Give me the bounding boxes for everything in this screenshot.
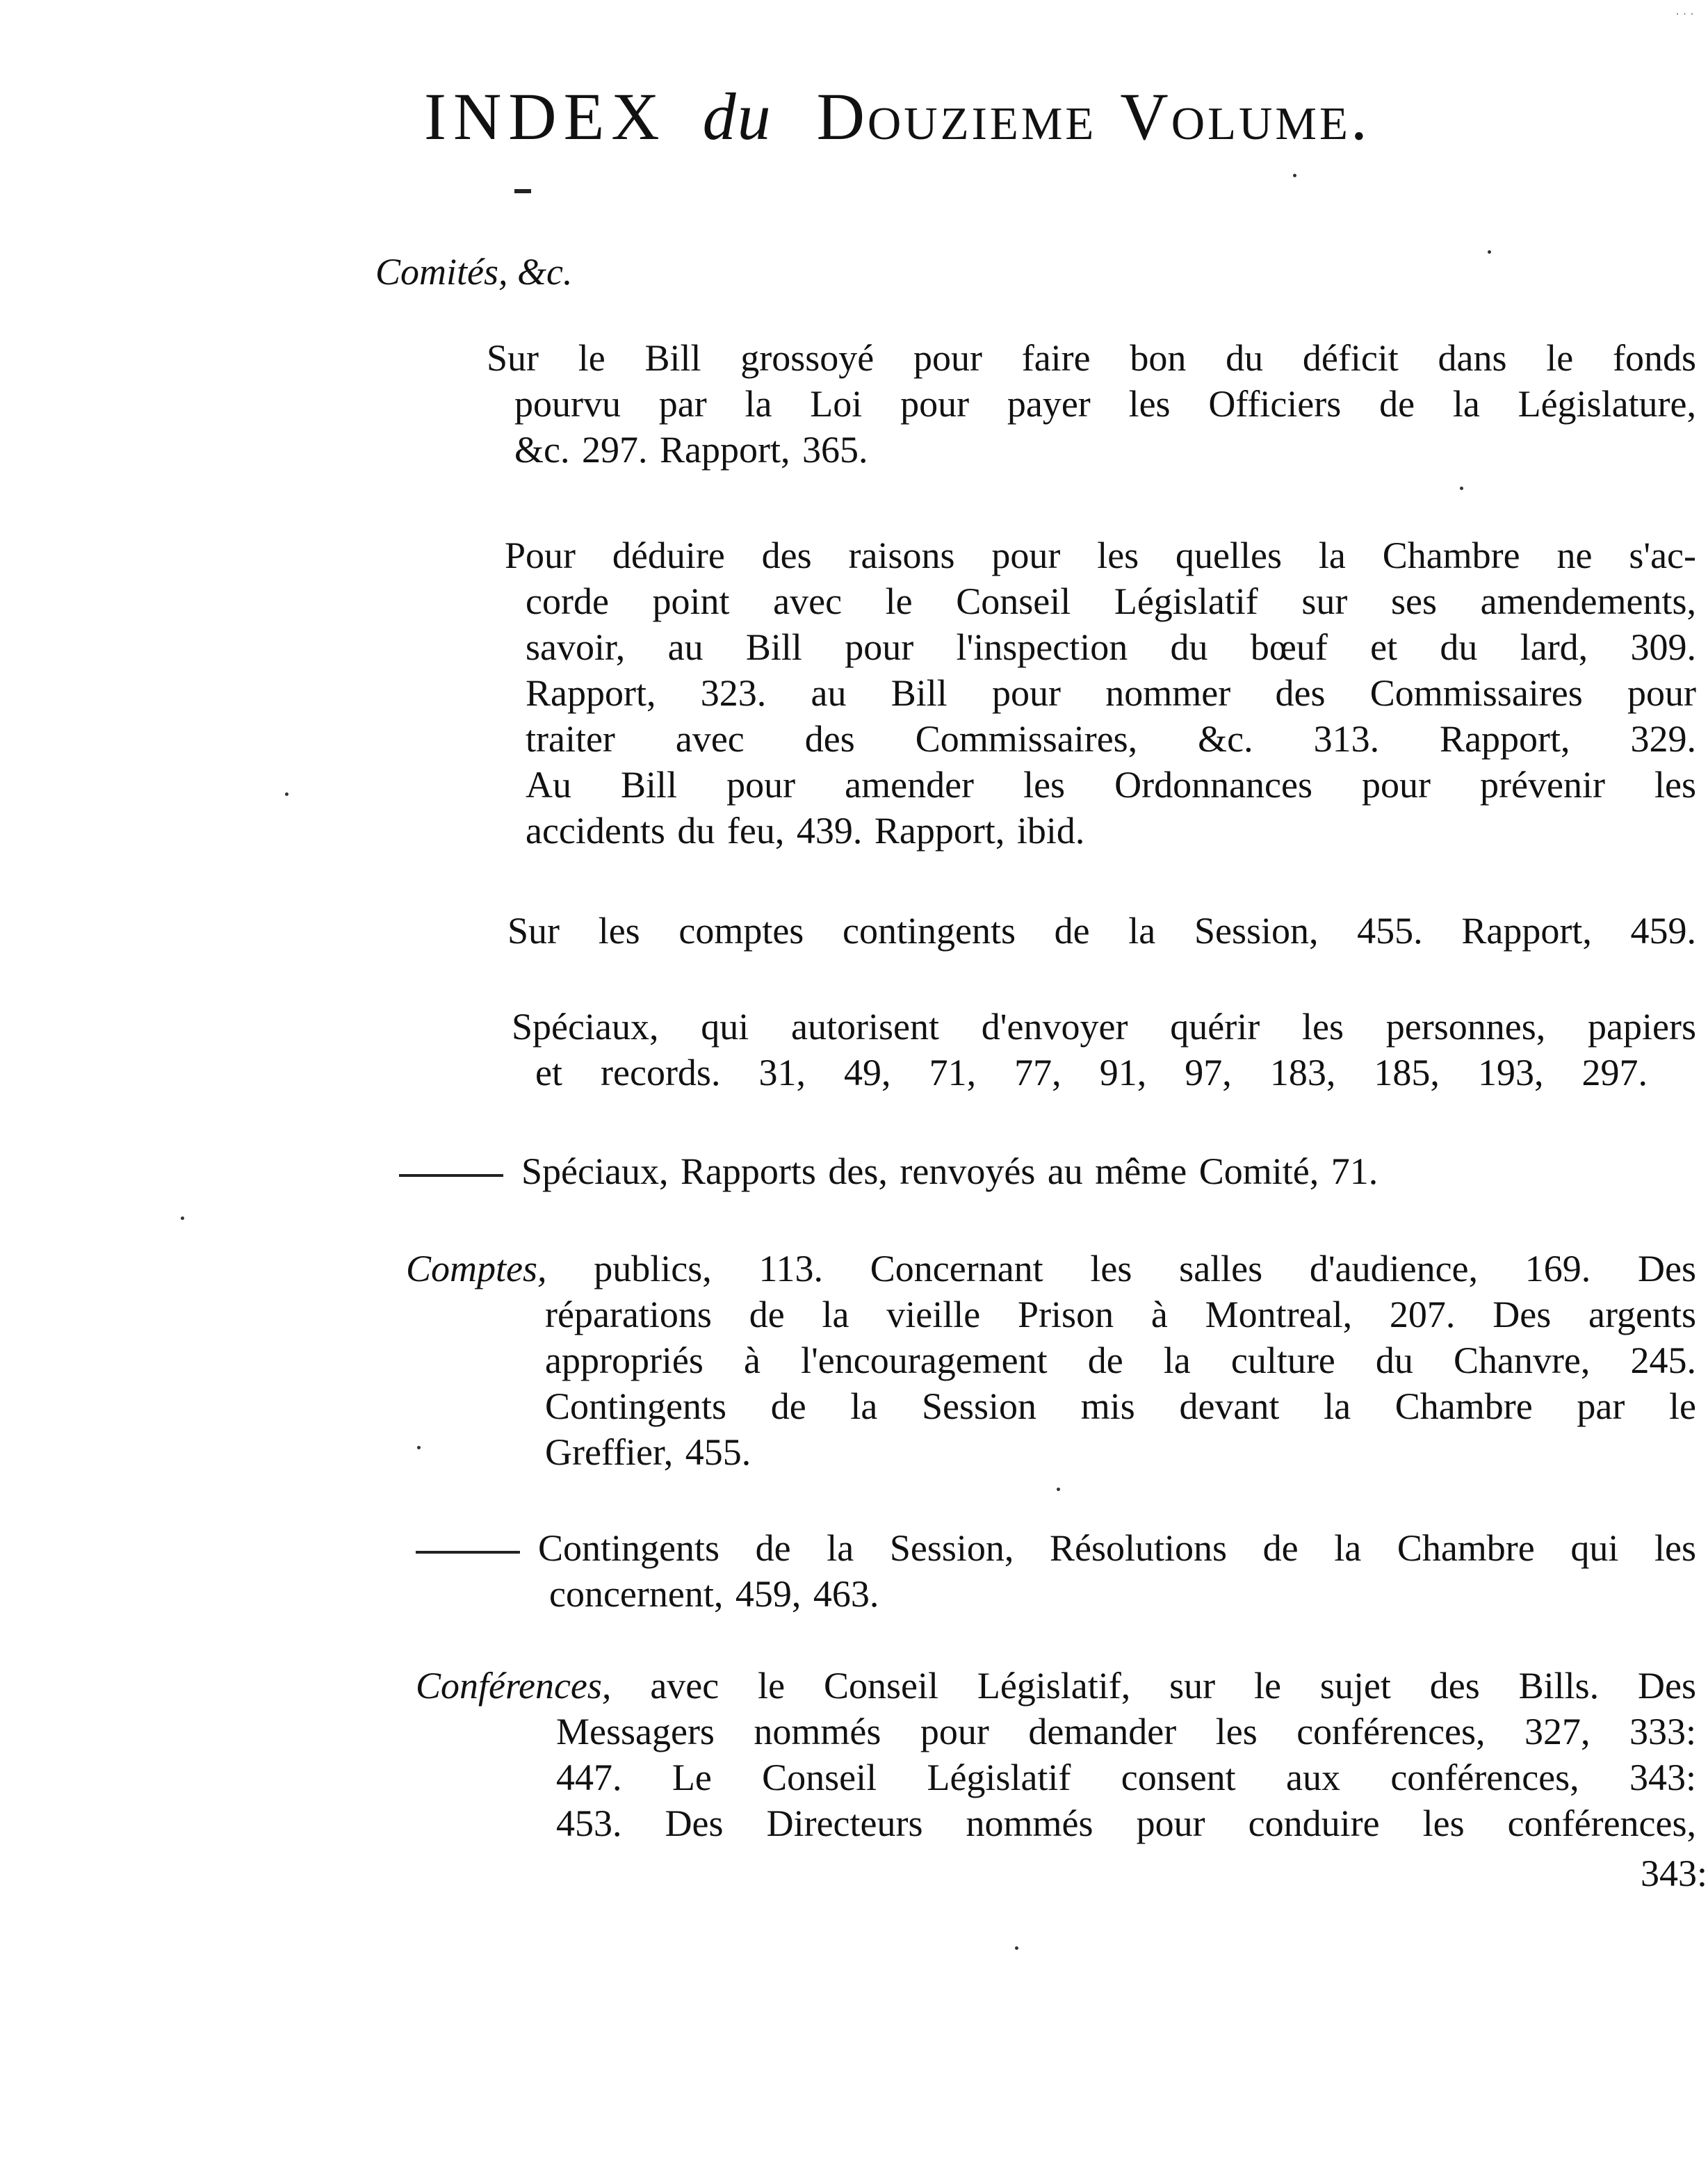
entry-comptes-contingents <box>507 908 1696 954</box>
line: 447. Le Conseil Législatif consent aux conférences, 343: <box>556 1757 1696 1798</box>
entry-contingents-session <box>416 1525 1696 1571</box>
entry-conferences-cont <box>556 1709 1696 1846</box>
line: Messagers nommés pour demander les conférences, 327, 333: <box>556 1711 1696 1752</box>
title-volume: Volume. <box>1120 79 1370 154</box>
line: traiter avec des Commissaires, &c. 313. Rapport, 329. <box>526 718 1696 760</box>
page-title <box>424 79 1675 154</box>
scan-speck <box>285 792 288 796</box>
line <box>406 1246 1696 1292</box>
line: pourvu par la Loi pour payer les Officiers de la Législature, <box>514 383 1696 425</box>
line-text: publics, 113. Concernant les salles d'audience, 169. Des <box>594 1248 1696 1289</box>
scan-speck <box>1460 487 1463 490</box>
line <box>416 1663 1696 1709</box>
entry-comptes-cont <box>545 1292 1696 1475</box>
entry-conferences <box>416 1663 1696 1709</box>
line: corde point avec le Conseil Législatif sur ses amendements, <box>526 580 1696 622</box>
entry-speciaux-cont <box>535 1050 1648 1096</box>
corner-specks: · · · <box>1675 7 1694 21</box>
entry-bill-grossoye <box>487 335 1696 381</box>
line: Spéciaux, qui autorisent d'envoyer quérir les personnes, papiers <box>512 1006 1696 1048</box>
entry-head: Conférences, <box>416 1665 612 1707</box>
scan-speck <box>1015 1946 1018 1950</box>
line: Contingents de la Session mis devant la Chambre par le <box>545 1385 1696 1427</box>
line: réparations de la vieille Prison à Montreal, 207. Des argents <box>545 1294 1696 1335</box>
line: Sur les comptes contingents de la Session, 455. Rapport, 459. <box>507 910 1696 952</box>
line: appropriés à l'encouragement de la culture du Chanvre, 245. <box>545 1340 1696 1381</box>
title-dash <box>514 189 531 193</box>
line-text: Contingents de la Session, Résolutions de la Chambre qui les <box>538 1527 1696 1569</box>
entry-head: Comptes, <box>406 1248 547 1289</box>
trailing-page-ref: 343: <box>1641 1853 1708 1894</box>
em-dash-rule <box>399 1174 503 1177</box>
line-text: avec le Conseil Législatif, sur le sujet des Bills. Des <box>650 1665 1696 1707</box>
line: Spéciaux, Rapports des, renvoyés au même Comité, 71. <box>521 1150 1378 1192</box>
line: savoir, au Bill pour l'inspection du bœuf et du lard, 309. <box>526 626 1696 668</box>
entry-speciaux <box>512 1004 1696 1050</box>
entry-speciaux-rapports <box>399 1148 1650 1194</box>
line: Au Bill pour amender les Ordonnances pour prévenir les <box>526 764 1696 806</box>
title-du: du <box>702 79 772 154</box>
line: Rapport, 323. au Bill pour nommer des Commissaires pour <box>526 672 1696 714</box>
title-index: INDEX <box>424 79 667 154</box>
entry-bill-grossoye-cont <box>514 381 1696 473</box>
scan-speck <box>417 1446 421 1449</box>
line: et records. 31, 49, 71, 77, 91, 97, 183, 185, 193, 297. <box>535 1052 1648 1093</box>
entry-contingents-session-cont <box>549 1571 1696 1617</box>
line: Pour déduire des raisons pour les quelles la Chambre ne s'ac- <box>505 535 1696 576</box>
line: Greffier, 455. <box>545 1431 751 1473</box>
line <box>416 1525 1696 1571</box>
section-heading: Comités, &c. <box>375 251 573 293</box>
line: accidents du feu, 439. Rapport, ibid. <box>526 810 1085 852</box>
line: Sur le Bill grossoyé pour faire bon du déficit dans le fonds <box>487 337 1696 379</box>
em-dash-rule <box>416 1551 520 1554</box>
entry-deduire-raisons <box>505 532 1696 578</box>
scan-speck <box>1057 1488 1060 1491</box>
line: 453. Des Directeurs nommés pour conduire les conférences, <box>556 1802 1696 1844</box>
entry-deduire-raisons-cont <box>526 578 1696 854</box>
scan-speck <box>1488 250 1491 254</box>
scan-speck <box>1293 174 1296 177</box>
title-douzieme: Douzieme <box>816 79 1097 154</box>
entry-comptes <box>406 1246 1696 1292</box>
line: concernent, 459, 463. <box>549 1573 879 1615</box>
line: &c. 297. Rapport, 365. <box>514 429 868 471</box>
scan-speck <box>181 1216 184 1220</box>
